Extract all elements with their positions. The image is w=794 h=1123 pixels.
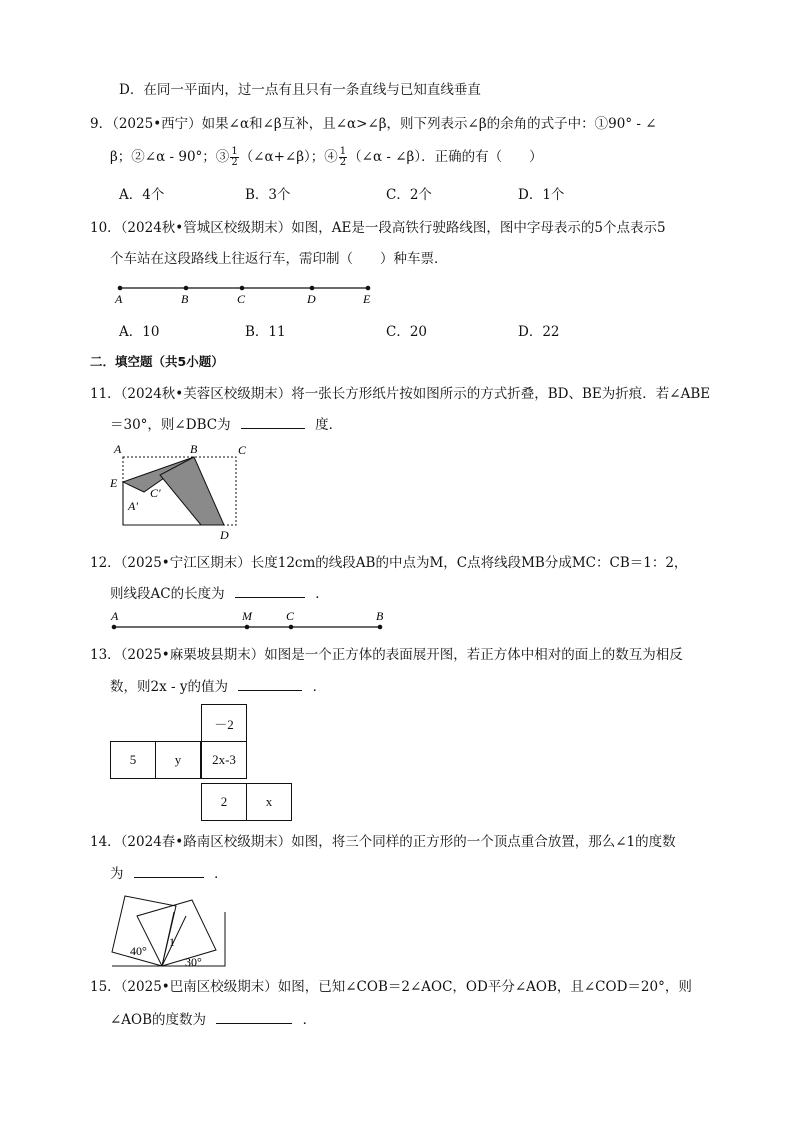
q9-stem-part-c: （∠α - ∠β）．正确的有（ ） bbox=[348, 149, 543, 165]
q13-stem-line1: 13．（2025•麻栗坡县期末）如图是一个正方体的表面展开图，若正方体中相对的面上的数互为相反 bbox=[90, 647, 683, 663]
q14-answer-blank[interactable] bbox=[134, 863, 204, 878]
q14-stem-part-a: 为 bbox=[110, 866, 124, 882]
q14-stem-line1: 14．（2024春•路南区校级期末）如图，将三个同样的正方形的一个顶点重合放置，那么∠1的度数 bbox=[90, 834, 676, 850]
q11-stem-part-b: 度． bbox=[315, 417, 343, 433]
q10-route-diagram bbox=[108, 280, 398, 308]
q9-stem-part-b: （∠α+∠β）；④ bbox=[239, 149, 338, 165]
q11-label-a: A bbox=[114, 442, 122, 456]
q9-frac-num: 1 bbox=[231, 146, 238, 157]
q9-frac-den: 2 bbox=[231, 157, 238, 168]
q9-option-b[interactable]: B．3个 bbox=[245, 187, 291, 203]
q14-stem-part-b: ． bbox=[214, 866, 228, 882]
q15-stem-line2 bbox=[110, 1009, 316, 1030]
q11-label-c: C bbox=[238, 443, 247, 457]
q12-segment-diagram bbox=[108, 608, 398, 634]
q10-label-e: E bbox=[363, 292, 371, 306]
q13-stem-line2 bbox=[110, 676, 326, 697]
q14-angle-1: 1 bbox=[169, 935, 175, 949]
q10-point-a bbox=[118, 286, 123, 291]
q11-label-c-prime: C' bbox=[150, 486, 161, 500]
q12-stem-line1: 12．（2025•宁江区期末）长度12cm的线段AB的中点为M，C点将线段MB分成MC：CB＝1：2， bbox=[90, 555, 688, 571]
q14-stem-line2 bbox=[110, 863, 228, 884]
q11-stem-line1: 11．（2024秋•芙蓉区校级期末）将一张长方形纸片按如图所示的方式折叠，BD、BE为折痕．若∠ABE bbox=[90, 386, 711, 402]
section-title-fill-in: 二．填空题（共5小题） bbox=[90, 354, 224, 369]
q12-answer-blank[interactable] bbox=[235, 583, 305, 598]
q11-label-d: D bbox=[220, 528, 229, 542]
q10-point-e bbox=[366, 286, 371, 291]
q9-option-d[interactable]: D．1个 bbox=[518, 187, 565, 203]
q15-stem-part-b: ． bbox=[302, 1012, 317, 1028]
q10-label-d: D bbox=[307, 292, 316, 306]
q10-option-b[interactable]: B．11 bbox=[245, 324, 286, 340]
q9-frac-num-2: 1 bbox=[339, 146, 347, 157]
q12-stem-line2 bbox=[110, 583, 329, 604]
q13-face-2: 2 bbox=[201, 783, 247, 821]
q11-label-e: E bbox=[110, 476, 118, 490]
q12-stem-part-b: ． bbox=[315, 586, 329, 602]
q12-point-a bbox=[112, 625, 117, 630]
q14-angle-30: 30° bbox=[185, 955, 202, 969]
q13-face-y: y bbox=[155, 741, 201, 779]
q12-label-b: B bbox=[376, 609, 384, 623]
q14-squares-diagram bbox=[106, 886, 236, 972]
q9-stem-line2 bbox=[110, 147, 543, 168]
q12-stem-part-a: 则线段AC的长度为 bbox=[110, 586, 225, 602]
q10-option-a[interactable]: A．10 bbox=[119, 324, 160, 340]
q12-point-b bbox=[378, 625, 383, 630]
q9-frac-den-2: 2 bbox=[339, 157, 347, 168]
q13-face-2x-3: 2x-3 bbox=[201, 741, 247, 779]
q11-answer-blank[interactable] bbox=[241, 414, 305, 429]
q15-stem-part-a: ∠AOB的度数为 bbox=[110, 1012, 207, 1028]
q10-label-b: B bbox=[181, 292, 189, 306]
q12-label-c: C bbox=[286, 609, 295, 623]
q13-face-neg2: －2 bbox=[201, 704, 247, 742]
q13-face-5: 5 bbox=[110, 741, 156, 779]
q9-stem-line1: 9．（2025•西宁）如果∠α和∠β互补，且∠α>∠β，则下列表示∠β的余角的式子中：①90° - ∠ bbox=[90, 116, 657, 132]
q9-fraction-3 bbox=[230, 147, 238, 168]
q10-option-d[interactable]: D．22 bbox=[518, 324, 560, 340]
q10-label-a: A bbox=[115, 292, 123, 306]
q12-point-m bbox=[245, 625, 250, 630]
q9-option-a[interactable]: A．4个 bbox=[119, 187, 165, 203]
q9-stem-part-a: β；②∠α - 90°；③ bbox=[110, 149, 230, 165]
q10-option-c[interactable]: C．20 bbox=[386, 324, 428, 340]
q12-label-a: A bbox=[111, 609, 119, 623]
q13-face-x: x bbox=[246, 783, 292, 821]
q12-label-m: M bbox=[242, 609, 252, 623]
q13-stem-part-a: 数，则2x - y的值为 bbox=[110, 679, 228, 695]
q11-fold-diagram bbox=[106, 440, 256, 544]
q11-label-a-prime: A' bbox=[128, 499, 138, 513]
q10-stem-line2: 个车站在这段路线上往返行车，需印制（ ）种车票． bbox=[110, 251, 448, 267]
q12-point-c bbox=[289, 625, 294, 630]
q10-stem-line1: 10．（2024秋•管城区校级期末）如图，AE是一段高铁行驶路线图，图中字母表示的5个点表示5 bbox=[90, 220, 666, 236]
q14-angle-40: 40° bbox=[130, 944, 147, 958]
q13-answer-blank[interactable] bbox=[238, 676, 302, 691]
q10-point-b bbox=[184, 286, 189, 291]
q15-stem-line1: 15．（2025•巴南区校级期末）如图，已知∠COB＝2∠AOC，OD平分∠AOB，且∠COD＝20°，则 bbox=[90, 979, 692, 995]
q9-fraction-4 bbox=[339, 147, 347, 168]
q11-label-b: B bbox=[190, 442, 198, 456]
q15-answer-blank[interactable] bbox=[216, 1009, 292, 1024]
q8-option-d: D．在同一平面内，过一点有且只有一条直线与已知直线垂直 bbox=[119, 82, 481, 98]
q10-point-d bbox=[310, 286, 315, 291]
q13-stem-part-b: ． bbox=[312, 679, 327, 695]
q11-stem-part-a: ＝30°，则∠DBC为 bbox=[110, 417, 231, 433]
q13-cube-net bbox=[110, 704, 296, 822]
q10-label-c: C bbox=[237, 292, 246, 306]
q9-option-c[interactable]: C．2个 bbox=[386, 187, 432, 203]
q10-point-c bbox=[240, 286, 245, 291]
q14-square-right bbox=[137, 900, 216, 966]
q11-stem-line2 bbox=[110, 414, 342, 435]
